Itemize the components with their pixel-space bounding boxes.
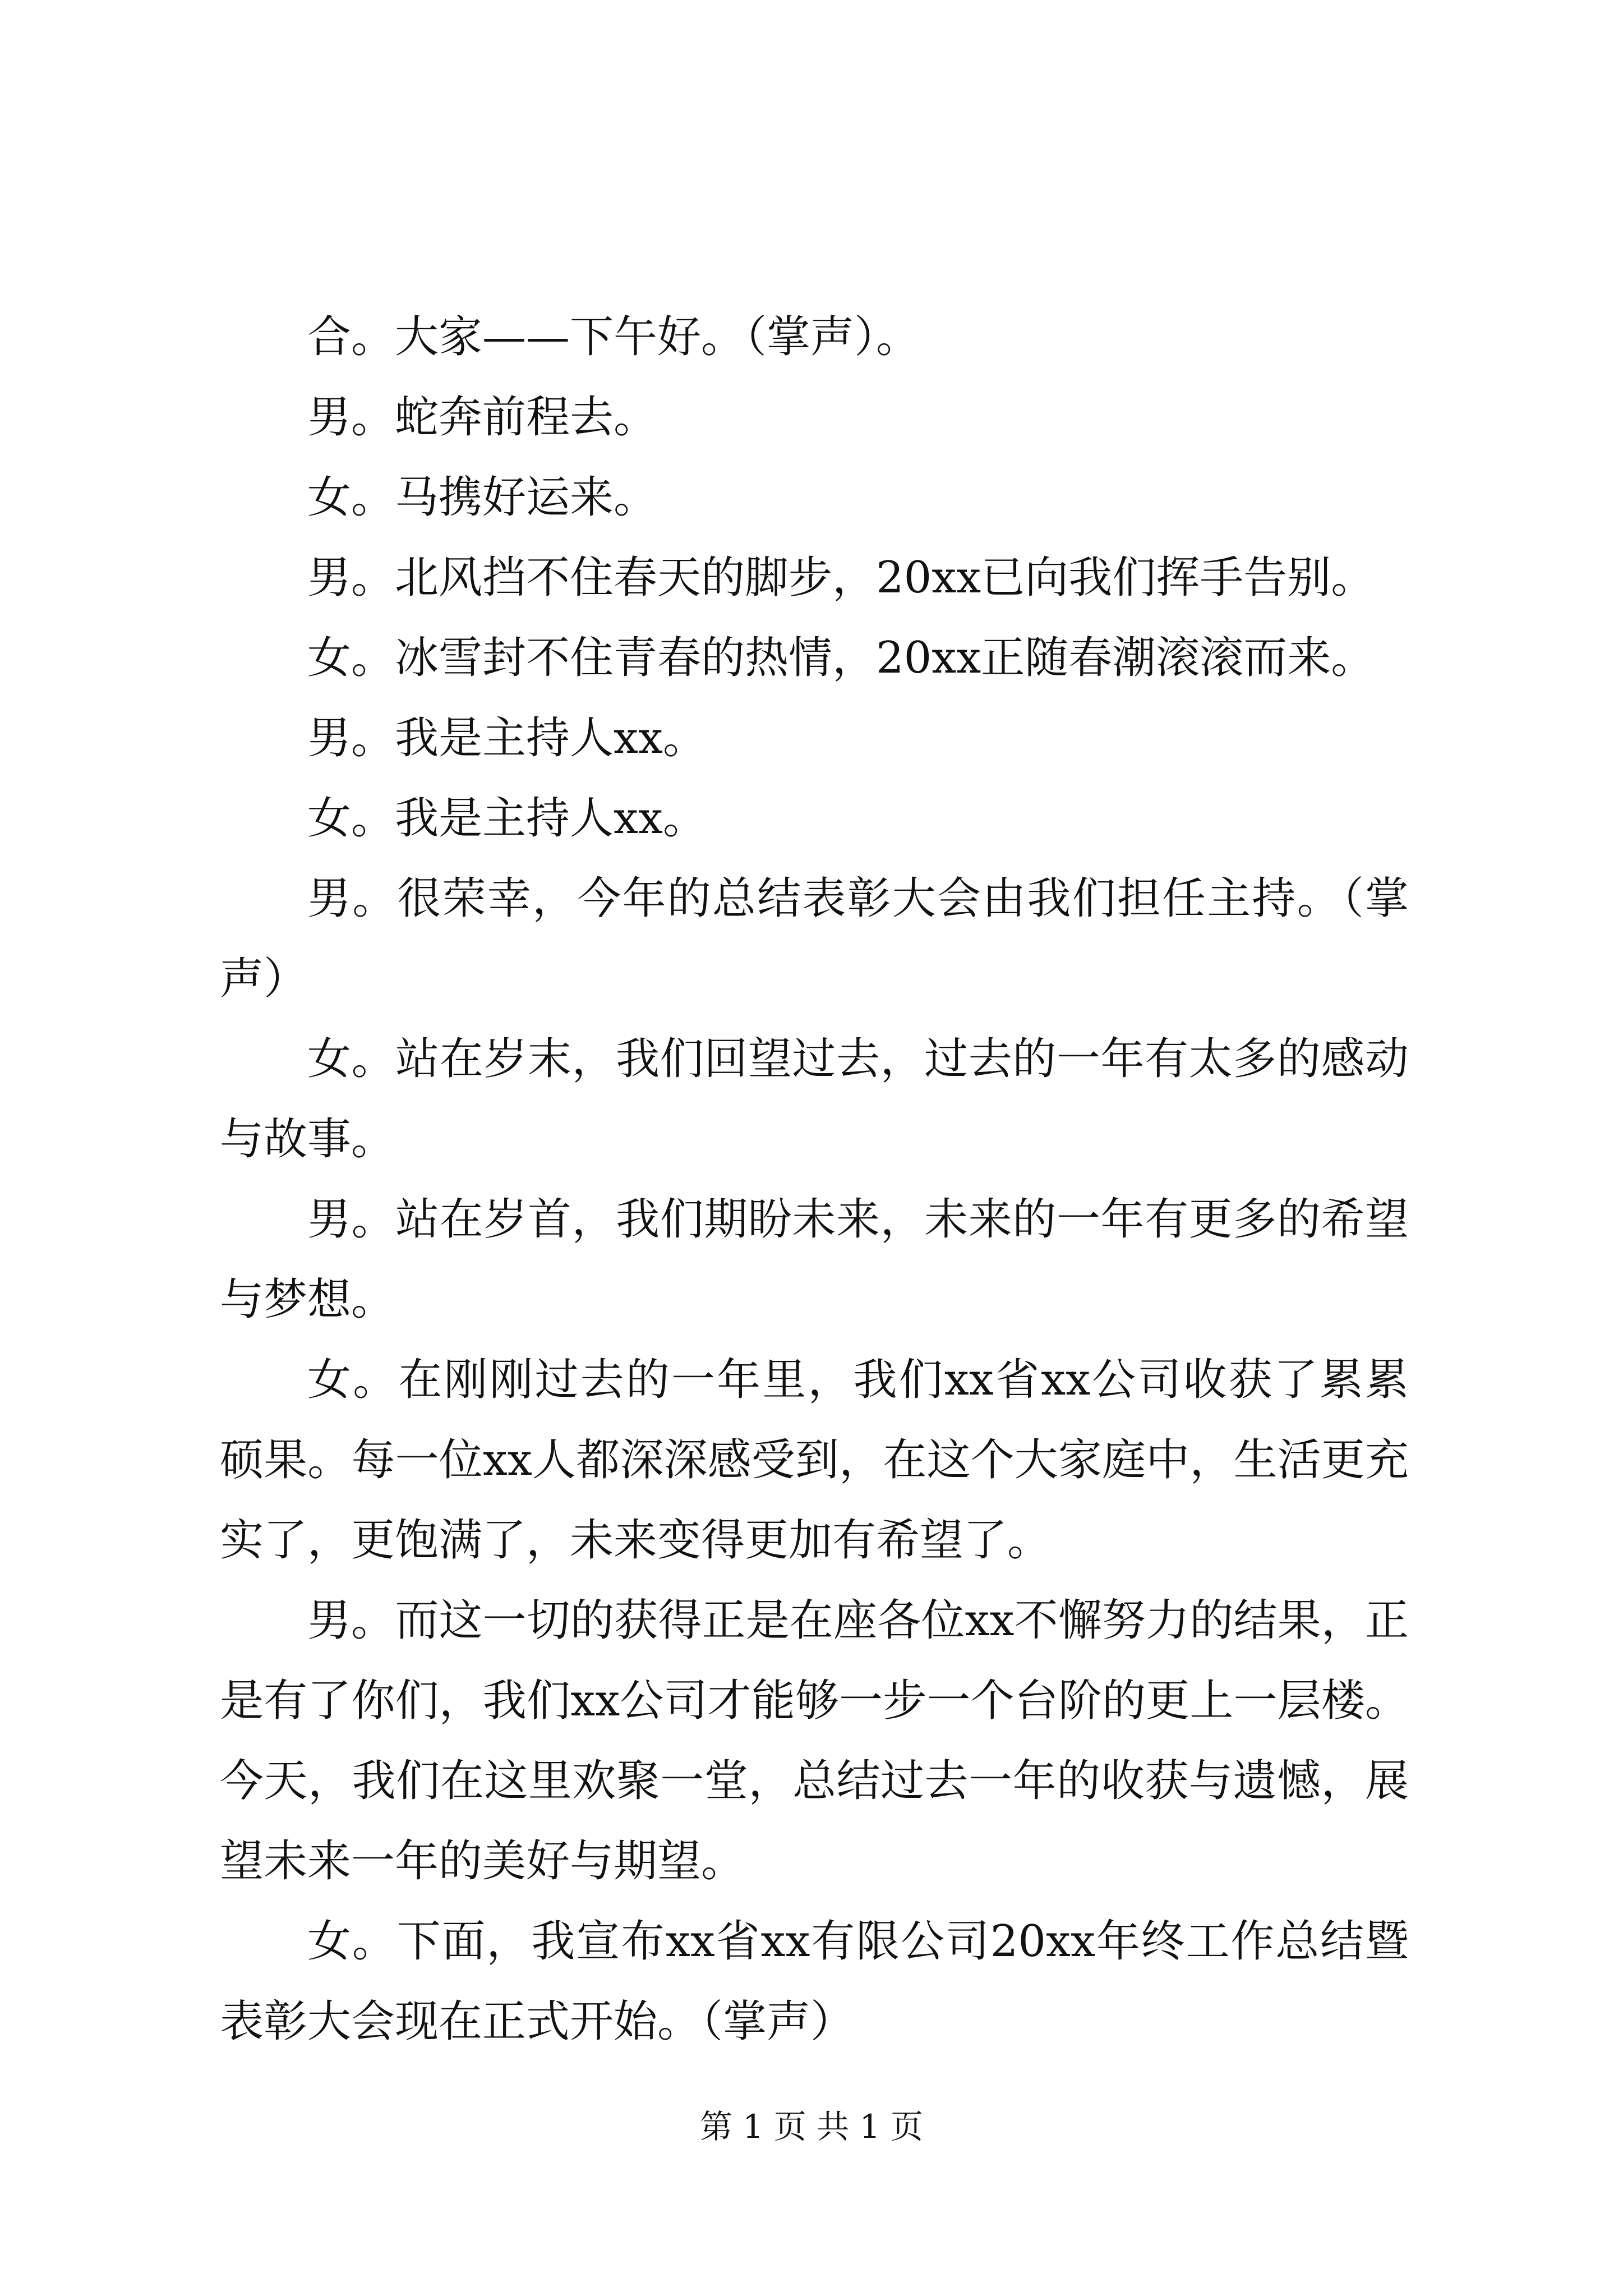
page-footer [0,2107,1623,2146]
paragraph-female-line-2: 女。冰雪封不住青春的热情，20xx正随春潮滚滚而来。 [307,633,1375,683]
paragraph-female-host-intro: 女。我是主持人xx。 [307,793,707,844]
paragraph-male-line-4: 男。站在岁首，我们期盼未来，未来的一年有更多的希望与梦想。 [220,1194,1409,1325]
paragraph-female-opening: 女。下面，我宣布xx省xx有限公司20xx年终工作总结暨表彰大会现在正式开始。（掌声） [220,1916,1409,2047]
paragraph-female-line-4: 女。在刚刚过去的一年里，我们xx省xx公司收获了累累硕果。每一位xx人都深深感受到，在这个大家庭中，生活更充实了，更饱满了，未来变得更加有希望了。 [220,1355,1409,1566]
paragraph-female-line-1: 女。马携好运来。 [307,472,658,523]
paragraph-female-line-3: 女。站在岁末，我们回望过去，过去的一年有太多的感动与故事。 [220,1034,1409,1165]
paragraph-male-line-5: 男。而这一切的获得正是在座各位xx不懈努力的结果，正是有了你们，我们xx公司才能够一步一个台阶的更上一层楼。今天，我们在这里欢聚一堂，总结过去一年的收获与遗憾，展望未来一年的美好与期望。 [220,1595,1409,1887]
document-body [220,297,1409,2062]
paragraph-greeting: 合。大家——下午好。（掌声）。 [307,312,920,362]
paragraph-male-host-intro: 男。我是主持人xx。 [307,713,707,763]
paragraph-male-line-3: 男。很荣幸，今年的总结表彰大会由我们担任主持。（掌声） [220,873,1409,1004]
paragraph-male-line-2: 男。北风挡不住春天的脚步，20xx已向我们挥手告别。 [307,553,1375,603]
page-number-label: 第 1 页 共 1 页 [700,2108,923,2146]
paragraph-male-line-1: 男。蛇奔前程去。 [307,392,658,443]
